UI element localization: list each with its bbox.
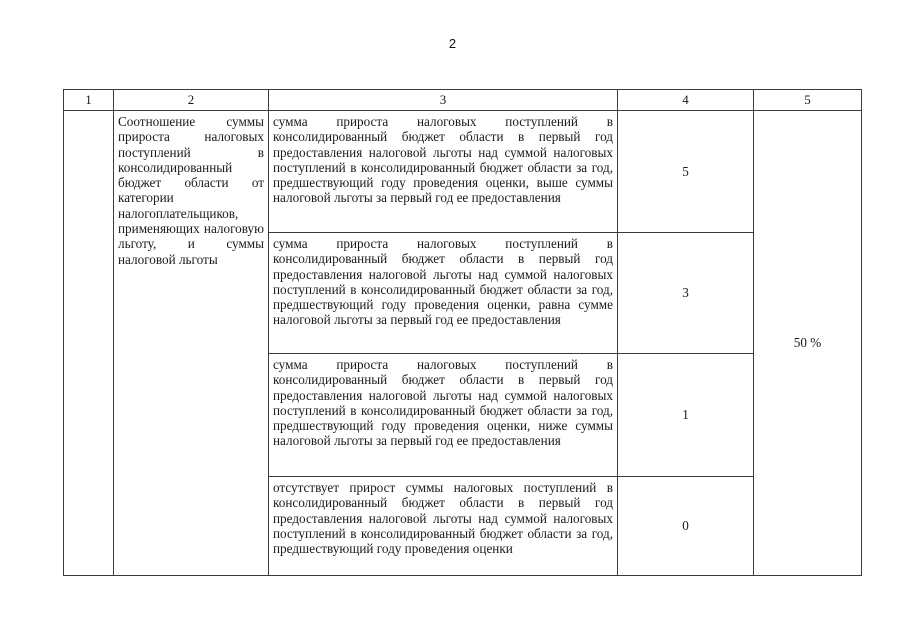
description-cell xyxy=(269,233,618,354)
score-cell: 0 xyxy=(618,477,754,576)
criterion-cell xyxy=(114,111,269,576)
column-header-4: 4 xyxy=(618,90,754,111)
criterion-text: Соотношение суммы прироста налоговых поступлений в консолидированный бюджет области от категории налогоплательщиков, применяющих налоговую льготу, и суммы налоговой льготы xyxy=(118,114,264,267)
weight-cell: 50 % xyxy=(754,111,862,576)
condition-text: отсутствует прирост суммы налоговых поступлений в консолидированный бюджет области в первый год предоставления налоговой льготы над суммой налоговых поступлений в консолидированный бюджет области за год, предшествующий году проведения оценки xyxy=(273,480,613,557)
table-row xyxy=(64,111,862,233)
score-cell: 1 xyxy=(618,354,754,477)
column-header-2: 2 xyxy=(114,90,269,111)
score-cell: 3 xyxy=(618,233,754,354)
description-cell xyxy=(269,111,618,233)
score-cell: 5 xyxy=(618,111,754,233)
column-header-1: 1 xyxy=(64,90,114,111)
criteria-table xyxy=(63,89,862,576)
page-number: 2 xyxy=(448,36,457,51)
number-cell xyxy=(64,111,114,576)
column-header-3: 3 xyxy=(269,90,618,111)
condition-text: сумма прироста налоговых поступлений в консолидированный бюджет области в первый год предоставления налоговой льготы над суммой налоговых поступлений в консолидированный бюджет области за год, предшествующий году проведения оценки, равна сумме налоговой льготы за первый год ее предоставления xyxy=(273,236,613,328)
condition-text: сумма прироста налоговых поступлений в консолидированный бюджет области в первый год предоставления налоговой льготы над суммой налоговых поступлений в консолидированный бюджет области за год, предшествующий году проведения оценки, ниже суммы налоговой льготы за первый год ее предоставления xyxy=(273,357,613,449)
header-row xyxy=(64,90,862,111)
description-cell xyxy=(269,354,618,477)
description-cell xyxy=(269,477,618,576)
column-header-5: 5 xyxy=(754,90,862,111)
condition-text: сумма прироста налоговых поступлений в консолидированный бюджет области в первый год предоставления налоговой льготы над суммой налоговых поступлений в консолидированный бюджет области за год, предшествующий году проведения оценки, выше суммы налоговой льготы за первый год ее предоставления xyxy=(273,114,613,206)
